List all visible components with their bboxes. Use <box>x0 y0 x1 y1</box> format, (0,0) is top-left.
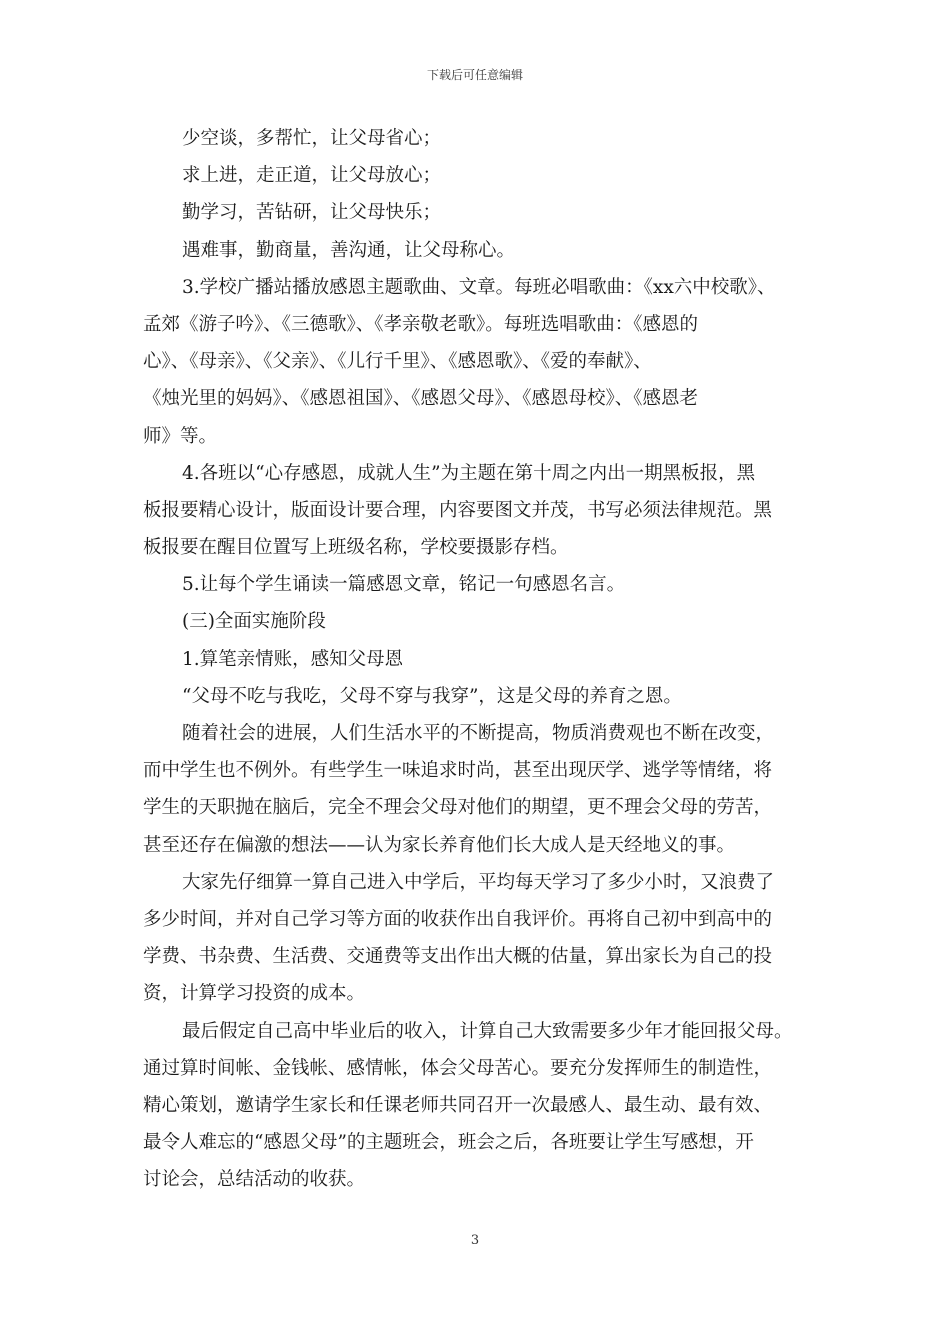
text-line: 甚至还存在偏激的想法——认为家长养育他们长大成人是天经地义的事。 <box>143 834 736 856</box>
text-line: 勤学习，苦钻研，让父母快乐； <box>182 202 442 224</box>
text-line: 精心策划，邀请学生家长和任课老师共同召开一次最感人、最生动、最有效、 <box>143 1094 773 1116</box>
text-line: 《烛光里的妈妈》、《感恩祖国》、《感恩父母》、《感恩母校》、《感恩老 <box>143 388 699 410</box>
section-heading: (三)全面实施阶段 <box>182 611 326 633</box>
text-line: 最后假定自己高中毕业后的收入，计算自己大致需要多少年才能回报父母。 <box>182 1020 793 1042</box>
text-line: 5.让每个学生诵读一篇感恩文章，铭记一句感恩名言。 <box>182 574 626 596</box>
text-line: 3.学校广播站播放感恩主题歌曲、文章。每班必唱歌曲：《xx六中校歌》、 <box>182 276 776 298</box>
document-body <box>143 120 823 1198</box>
text-line: 随着社会的进展，人们生活水平的不断提高，物质消费观也不断在改变， <box>182 723 775 744</box>
text-line: 而中学生也不例外。有些学生一味追求时尚，甚至出现厌学、逃学等情绪，将 <box>143 760 773 782</box>
text-line: 少空谈，多帮忙，让父母省心； <box>182 128 442 149</box>
text-line: 求上进，走正道，让父母放心； <box>182 165 442 187</box>
text-line: 4.各班以“心存感恩，成就人生”为主题在第十周之内出一期黑板报，黑 <box>182 462 756 484</box>
text-line: 师》等。 <box>143 425 218 447</box>
text-line: 通过算时间帐、金钱帐、感情帐，体会父母苦心。要充分发挥师生的制造性， <box>143 1057 773 1079</box>
page-header: 下载后可任意编辑 <box>426 68 523 82</box>
text-line: 板报要在醒目位置写上班级名称，学校要摄影存档。 <box>143 537 569 559</box>
text-line: 学费、书杂费、生活费、交通费等支出作出大概的估量，算出家长为自己的投 <box>143 946 773 968</box>
text-line: 板报要精心设计，版面设计要合理，内容要图文并茂，书写必须法律规范。黑 <box>143 499 773 521</box>
text-line: 最令人难忘的“感恩父母”的主题班会，班会之后，各班要让学生写感想，开 <box>143 1132 754 1154</box>
text-line: 讨论会，总结活动的收获。 <box>143 1169 366 1191</box>
page-number: 3 <box>470 1233 480 1248</box>
text-line: 学生的天职抛在脑后，完全不理会父母对他们的期望，更不理会父母的劳苦， <box>143 797 773 819</box>
text-line: “父母不吃与我吃，父母不穿与我穿”，这是父母的养育之恩。 <box>182 685 682 707</box>
text-line: 大家先仔细算一算自己进入中学后，平均每天学习了多少小时，又浪费了 <box>182 871 775 893</box>
text-line: 多少时间，并对自己学习等方面的收获作出自我评价。再将自己初中到高中的 <box>143 908 773 930</box>
text-line: 遇难事，勤商量，善沟通，让父母称心。 <box>182 239 516 261</box>
text-line: 心》、《母亲》、《父亲》、《儿行千里》、《感恩歌》、《爱的奉献》、 <box>143 351 652 373</box>
subsection-heading: 1.算笔亲情账，感知父母恩 <box>182 648 404 670</box>
text-line: 资，计算学习投资的成本。 <box>143 983 366 1005</box>
text-line: 孟郊《游子吟》、《三德歌》、《孝亲敬老歌》。每班选唱歌曲：《感恩的 <box>143 313 699 335</box>
